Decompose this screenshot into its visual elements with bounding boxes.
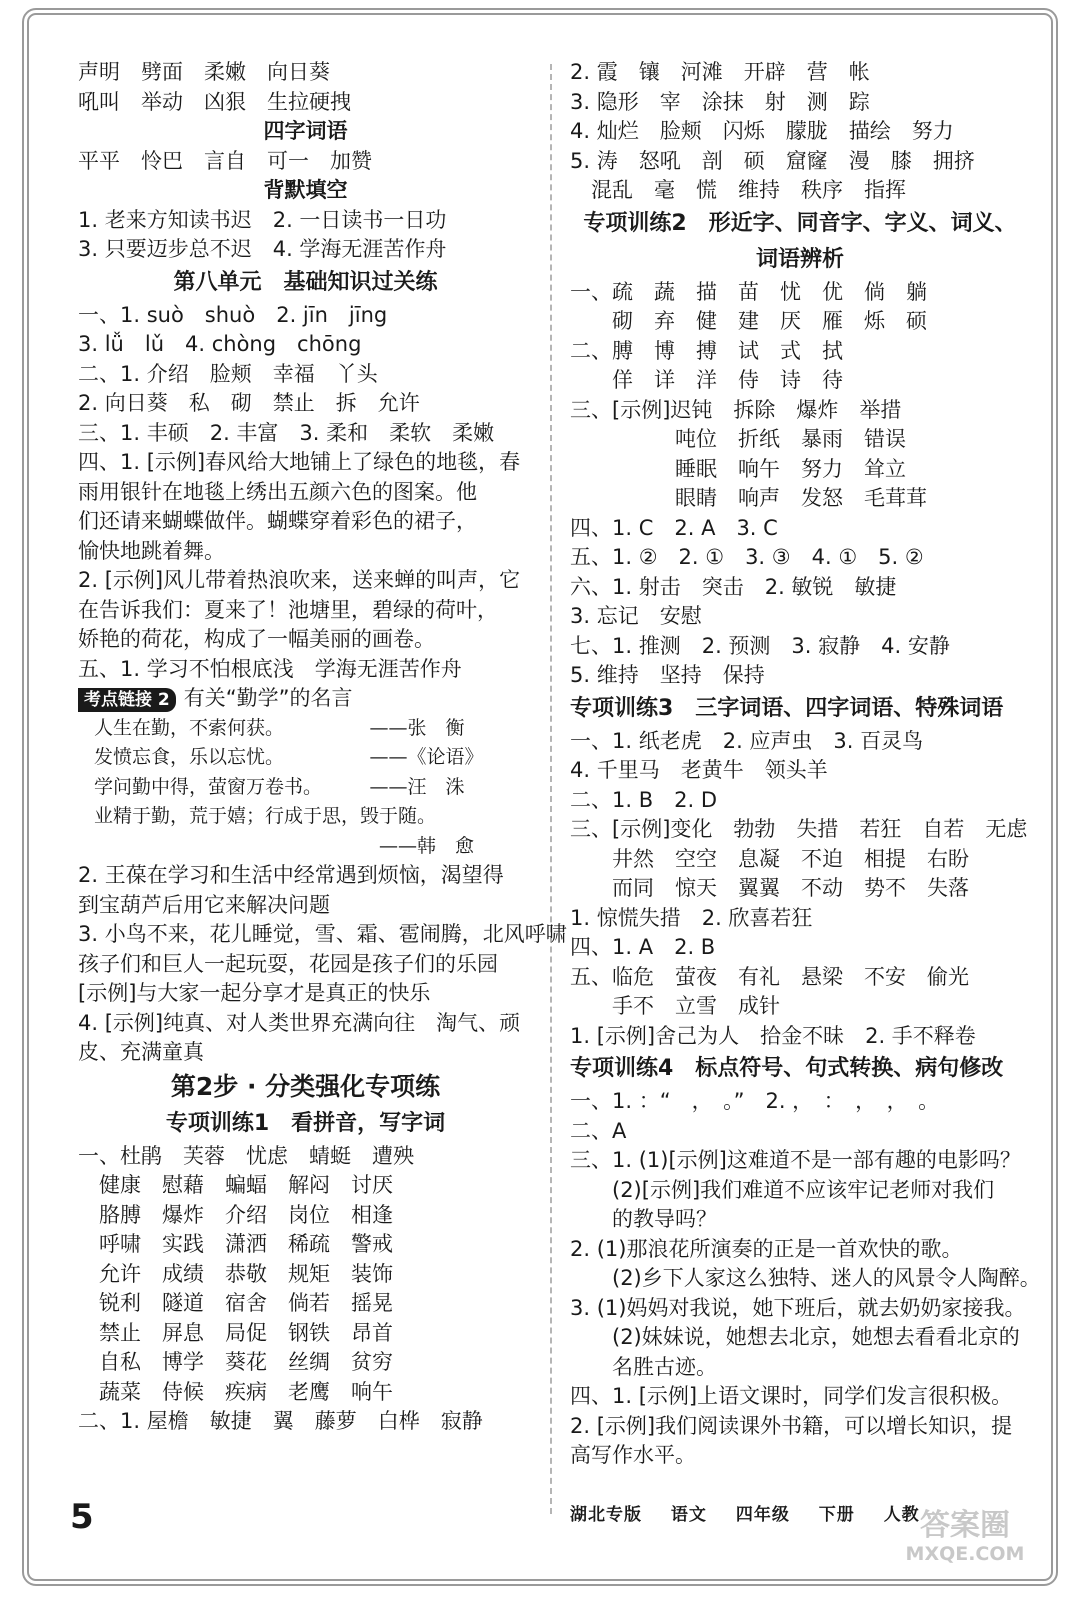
left-line	[78, 802, 533, 832]
line-text: 一、疏 蔬 描 苗 忧 优 倘 躺	[570, 279, 927, 304]
left-line	[78, 419, 533, 449]
line-text: 健康 慰藉 蝙蝠 解闷 讨厌	[78, 1173, 393, 1197]
right-line	[570, 366, 1030, 396]
left-line	[78, 1260, 533, 1290]
line-text: 雨用银针在地毯上绣出五颜六色的图案。他	[78, 479, 477, 504]
right-line	[570, 278, 1030, 308]
right-line	[570, 58, 1030, 88]
left-line	[78, 1289, 533, 1319]
line-text: 3. 只要迈步总不迟 4. 学海无涯苦作舟	[78, 237, 447, 261]
right-line	[570, 992, 1030, 1022]
line-text: 二、A	[570, 1118, 627, 1143]
line-text: 砌 弃 健 建 厌 雁 烁 硕	[570, 309, 927, 333]
right-line	[570, 1117, 1030, 1147]
line-text: 4. 千里马 老黄牛 领头羊	[570, 758, 828, 782]
line-text: 四、1. [示例]上语文课时，同学们发言很积极。	[570, 1384, 1013, 1408]
line-text: ——韩 愈	[94, 834, 475, 857]
left-line	[78, 507, 533, 537]
footer-publisher: 人教	[883, 1505, 920, 1525]
line-text: 一、1. ：“ ， 。” 2. ， ： ， ， 。	[570, 1089, 940, 1113]
right-line	[570, 1146, 1030, 1176]
line-text: 二、1. 屋檐 敏捷 翼 藤萝 白桦 寂静	[78, 1409, 483, 1433]
line-text: 学问勤中得，萤窗万卷书。 ——汪 洙	[94, 775, 465, 798]
left-line	[78, 58, 533, 88]
line-text: 娇艳的荷花，构成了一幅美丽的画卷。	[78, 627, 435, 651]
line-text: 2. 向日葵 私 砌 禁止 拆 允许	[78, 391, 420, 415]
line-text: 专项训练1 看拼音，写字词	[165, 1110, 446, 1136]
line-text: 七、1. 推测 2. 预测 3. 寂静 4. 安静	[570, 633, 950, 658]
left-line	[78, 1378, 533, 1408]
right-line	[570, 242, 1030, 278]
right-line	[570, 425, 1030, 455]
line-text: 孩子们和巨人一起玩耍，花园是孩子们的乐园	[78, 951, 498, 976]
line-text: 二、1. B 2. D	[570, 787, 717, 812]
line-text: 专项训练4 标点符号、句式转换、病句修改	[570, 1056, 1004, 1081]
left-line	[78, 1106, 533, 1142]
line-text: 名胜古迹。	[570, 1354, 717, 1379]
left-line	[78, 88, 533, 118]
right-line	[570, 147, 1030, 177]
line-text: 二、1. 介绍 脸颊 幸福 丫头	[78, 361, 378, 386]
line-text: 六、1. 射击 突击 2. 敏锐 敏捷	[570, 574, 897, 599]
line-text: 锐利 隧道 宿舍 倘若 摇晃	[78, 1291, 393, 1315]
line-text: 2. 王葆在学习和生活中经常遇到烦恼，渴望得	[78, 863, 504, 887]
left-line	[78, 330, 533, 360]
line-text: 业精于勤，荒于嬉；行成于思，毁于随。	[94, 805, 437, 827]
left-line	[78, 566, 533, 596]
line-text: 四、1. C 2. A 3. C	[570, 515, 778, 540]
right-line	[570, 88, 1030, 118]
left-line	[78, 478, 533, 508]
left-line	[78, 891, 533, 921]
line-text: 一、1. 纸老虎 2. 应声虫 3. 百灵鸟	[570, 728, 924, 753]
line-text: 3. lǚ lǔ 4. chòng chōng	[78, 332, 362, 356]
left-line	[78, 743, 533, 773]
right-line	[570, 1176, 1030, 1206]
left-line	[78, 360, 533, 390]
line-text: 2. [示例]风儿带着热浪吹来，送来蝉的叫声，它	[78, 568, 521, 592]
left-line	[78, 389, 533, 419]
line-text: (2)[示例]我们难道不应该牢记老师对我们	[570, 1177, 995, 1202]
left-line	[78, 1142, 533, 1172]
left-line	[78, 625, 533, 655]
line-text: 三、[示例]迟钝 拆除 爆炸 举措	[570, 397, 902, 422]
right-line	[570, 691, 1030, 727]
left-line	[78, 714, 533, 744]
right-line	[570, 1294, 1030, 1324]
line-text: 1. 惊慌失措 2. 欣喜若狂	[570, 905, 813, 930]
line-text: 三、1. 丰硕 2. 丰富 3. 柔和 柔软 柔嫩	[78, 420, 495, 445]
left-line	[78, 448, 533, 478]
line-text: 三、1. (1)[示例]这难道不是一部有趣的电影吗？	[570, 1148, 1021, 1172]
left-line	[78, 537, 533, 567]
line-text: 一、杜鹃 芙蓉 忧虑 蜻蜓 遭殃	[78, 1143, 414, 1168]
right-line	[570, 1235, 1030, 1265]
line-text: 蔬菜 侍候 疾病 老鹰 响午	[78, 1379, 393, 1404]
line-text: 3. 小鸟不来，花儿睡觉，雪、霜、雹闹腾，北风呼啸	[78, 922, 567, 946]
footer-info	[570, 1500, 942, 1525]
line-text: 呼啸 实践 潇洒 稀疏 警戒	[78, 1232, 393, 1256]
left-line	[78, 1171, 533, 1201]
right-line	[570, 845, 1030, 875]
line-text: 自私 博学 葵花 丝绸 贫穷	[78, 1350, 393, 1374]
right-line	[570, 396, 1030, 426]
right-line	[570, 1441, 1030, 1471]
line-text: 发愤忘食，乐以忘忧。 ——《论语》	[94, 746, 484, 768]
line-text: 第2步 · 分类强化专项练	[170, 1071, 441, 1101]
left-line	[78, 1230, 533, 1260]
line-text: 四字词语	[263, 119, 348, 143]
left-line	[78, 1009, 533, 1039]
right-line	[570, 573, 1030, 603]
left-line	[78, 206, 533, 236]
line-text: 四、1. [示例]春风给大地铺上了绿色的地毯，春	[78, 450, 521, 474]
right-line	[570, 727, 1030, 757]
right-line	[570, 1051, 1030, 1087]
line-text: 而同 惊天 翼翼 不动 势不 失落	[570, 876, 969, 900]
line-text: 吨位 折纸 暴雨 错误	[570, 427, 906, 451]
left-line	[78, 117, 533, 147]
left-line	[78, 1201, 533, 1231]
right-line	[570, 337, 1030, 367]
watermark-url: MXQE.COM	[905, 1543, 1025, 1565]
line-text: 背默填空	[263, 178, 348, 202]
watermark-logo	[890, 1508, 1040, 1572]
line-text: 1. [示例]舍己为人 拾金不昧 2. 手不释卷	[570, 1023, 976, 1048]
right-line	[570, 1205, 1030, 1235]
footer-subject: 语文	[670, 1505, 707, 1525]
left-line	[78, 176, 533, 206]
left-line	[78, 1319, 533, 1349]
line-text: 2. (1)那浪花所演奏的正是一首欢快的歌。	[570, 1236, 963, 1261]
line-text: 词语辨析	[755, 246, 844, 272]
footer-term: 下册	[818, 1505, 855, 1525]
line-text: 3. (1)妈妈对我说，她下班后，就去奶奶家接我。	[570, 1295, 1026, 1320]
left-line	[78, 1348, 533, 1378]
line-text: 五、1. 学习不怕根底浅 学海无涯苦作舟	[78, 656, 462, 681]
line-text: 专项训练2 形近字、同音字、字义、词义、	[583, 210, 1017, 236]
right-line	[570, 1087, 1030, 1117]
line-text: 5. 涛 怒吼 剖 硕 窟窿 漫 膝 拥挤	[570, 148, 975, 173]
line-text: 井然 空空 息凝 不迫 相提 右盼	[570, 846, 969, 871]
line-text: 睡眠 响午 努力 耸立	[570, 456, 906, 481]
line-text: 眼睛 响声 发怒 毛茸茸	[570, 486, 927, 510]
line-text: 吼叫 举动 凶狠 生拉硬拽	[78, 89, 351, 114]
line-text: 2. [示例]我们阅读课外书籍，可以增长知识，提	[570, 1413, 1013, 1438]
line-text: 禁止 屏息 局促 钢铁 昂首	[78, 1320, 393, 1345]
right-line	[570, 1323, 1030, 1353]
line-text: 到宝葫芦后用它来解决问题	[78, 892, 330, 917]
left-line	[78, 655, 533, 685]
right-line	[570, 176, 1030, 206]
left-line	[78, 596, 533, 626]
right-line	[570, 206, 1030, 242]
line-text: 声明 劈面 柔嫩 向日葵	[78, 60, 330, 84]
line-text: 4. 灿烂 脸颊 闪烁 朦胧 描绘 努力	[570, 119, 954, 143]
left-line	[78, 147, 533, 177]
line-text: 五、临危 萤夜 有礼 悬梁 不安 偷光	[570, 964, 969, 989]
line-text: (2)乡下人家这么独特、迷人的风景令人陶醉。	[570, 1266, 1041, 1290]
right-line	[570, 455, 1030, 485]
line-text: 专项训练3 三字词语、四字词语、特殊词语	[570, 695, 1004, 721]
left-line	[78, 979, 533, 1009]
line-text: 3. 忘记 安慰	[570, 604, 702, 628]
left-line	[78, 773, 533, 803]
left-line	[78, 1038, 533, 1068]
right-line	[570, 661, 1030, 691]
right-line	[570, 756, 1030, 786]
line-text: 四、1. A 2. B	[570, 935, 716, 959]
right-line	[570, 933, 1030, 963]
line-text: 4. [示例]纯真、对人类世界充满向往 淘气、顽	[78, 1010, 521, 1035]
right-line	[570, 307, 1030, 337]
left-line	[78, 1068, 533, 1106]
right-line	[570, 815, 1030, 845]
line-text: 愉快地跳着舞。	[78, 538, 225, 563]
right-line	[570, 1022, 1030, 1052]
left-line	[78, 950, 533, 980]
exam-point-tag: 考点链接 2	[78, 688, 176, 712]
right-line	[570, 786, 1030, 816]
line-text: 3. 隐形 宰 涂抹 射 测 踪	[570, 89, 870, 114]
line-text: 人生在勤，不索何获。 ——张 衡	[94, 716, 465, 739]
right-line	[570, 484, 1030, 514]
right-line	[570, 117, 1030, 147]
line-text: 2. 霞 镶 河滩 开辟 营 帐	[570, 60, 870, 84]
left-line	[78, 832, 533, 862]
right-line	[570, 1353, 1030, 1383]
right-line	[570, 543, 1030, 573]
right-column	[570, 58, 1041, 1471]
line-text: 5. 维持 坚持 保持	[570, 663, 765, 687]
line-text: 混乱 毫 慌 维持 秩序 指挥	[570, 178, 906, 202]
right-line	[570, 904, 1030, 934]
line-text: [示例]与大家一起分享才是真正的快乐	[78, 981, 431, 1005]
right-line	[570, 1264, 1041, 1294]
line-text: 平平 怜巴 言自 可一 加赞	[78, 148, 372, 173]
left-line	[78, 920, 567, 950]
line-text: 高写作水平。	[570, 1443, 696, 1467]
line-text: 1. 老来方知读书迟 2. 一日读书一日功	[78, 207, 447, 232]
right-line	[570, 514, 1030, 544]
right-line	[570, 874, 1030, 904]
line-text: 第八单元 基础知识过关练	[173, 269, 438, 295]
line-text: (2)妹妹说，她想去北京，她想去看看北京的	[570, 1325, 1020, 1349]
left-line	[78, 861, 533, 891]
right-line	[570, 1412, 1030, 1442]
right-line	[570, 1382, 1030, 1412]
line-text: 胳膊 爆炸 介绍 岗位 相逢	[78, 1202, 393, 1227]
line-text: 有关“勤学”的名言	[183, 686, 353, 710]
right-line	[570, 963, 1030, 993]
right-line	[570, 602, 1030, 632]
page-number: 5	[70, 1497, 94, 1537]
line-text: 们还请来蝴蝶做伴。蝴蝶穿着彩色的裙子，	[78, 509, 477, 533]
footer-edition: 湖北专版	[570, 1505, 642, 1525]
line-text: 允许 成绩 恭敬 规矩 装饰	[78, 1261, 393, 1286]
right-line	[570, 632, 1030, 662]
line-text: 佯 详 洋 侍 诗 待	[570, 368, 843, 392]
left-line	[78, 265, 533, 301]
line-text: 三、[示例]变化 勃勃 失措 若狂 自若 无虑	[570, 817, 1028, 841]
line-text: 一、1. suò shuò 2. jīn jīng	[78, 302, 388, 327]
line-text: 五、1. ② 2. ① 3. ③ 4. ① 5. ②	[570, 545, 924, 569]
left-line	[78, 1407, 533, 1437]
footer-grade: 四年级	[735, 1505, 790, 1525]
left-line	[78, 301, 533, 331]
left-line	[78, 684, 533, 714]
line-text: 二、膊 博 搏 试 式 拭	[570, 338, 843, 363]
column-divider	[550, 64, 552, 1514]
watermark-text: 答案圈	[920, 1508, 1010, 1543]
left-line	[78, 235, 533, 265]
line-text: 的教导吗？	[570, 1207, 717, 1231]
line-text: 手不 立雪 成针	[570, 994, 780, 1018]
left-column	[78, 58, 567, 1437]
line-text: 在告诉我们：夏来了！池塘里，碧绿的荷叶，	[78, 597, 498, 622]
line-text: 皮、充满童真	[78, 1040, 204, 1064]
